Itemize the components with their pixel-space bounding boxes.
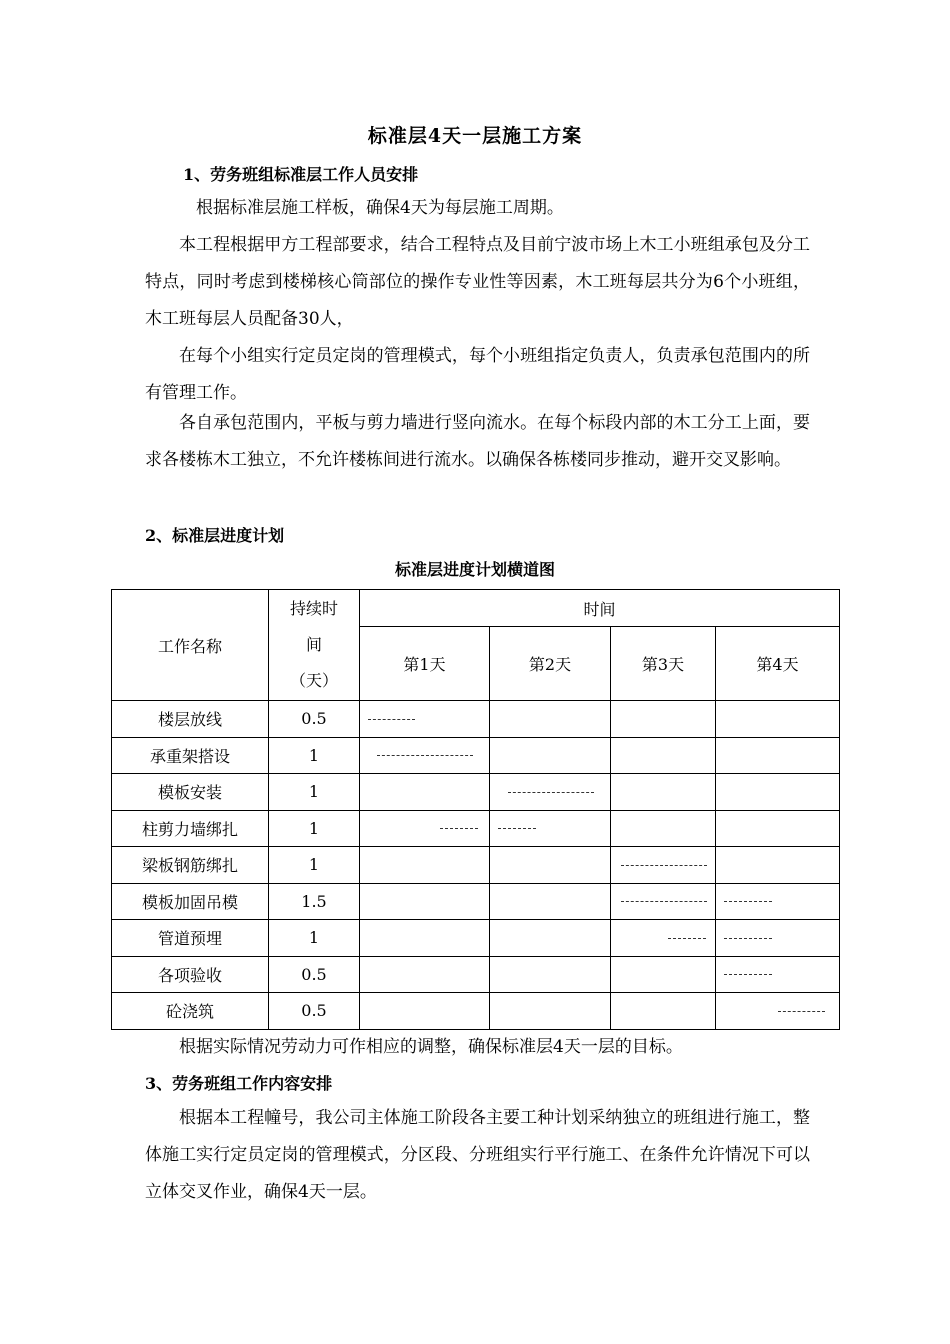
- header-duration: [269, 590, 360, 701]
- header-day-2: 第2天: [490, 627, 611, 701]
- section2-heading: 2、标准层进度计划: [145, 526, 285, 545]
- section1-paragraph-2: 本工程根据甲方工程部要求，结合工程特点及目前宁波市场上木工小班组承包及分工特点，同时考虑到楼梯核心筒部位的操作专业性等因素，木工班每层共分为6个小班组，木工班每层人员配备30人，: [145, 235, 810, 329]
- table-row: [112, 847, 840, 884]
- table-row: [112, 701, 840, 738]
- task-duration: 1: [269, 920, 360, 957]
- header-day-1: 第1天: [360, 627, 490, 701]
- task-name: 砼浇筑: [112, 993, 269, 1030]
- task-name: 管道预埋: [112, 920, 269, 957]
- gantt-bar: [724, 974, 772, 975]
- table-row: [112, 920, 840, 957]
- task-name: 承重架搭设: [112, 737, 269, 774]
- section1-paragraph-4: 各自承包范围内，平板与剪力墙进行竖向流水。在每个标段内部的木工分工上面，要求各楼栋木工独立，不允许楼栋间进行流水。以确保各栋楼同步推动，避开交叉影响。: [145, 413, 810, 470]
- table-row: [112, 883, 840, 920]
- task-duration: 0.5: [269, 701, 360, 738]
- section1-heading: 1、劳务班组标准层工作人员安排: [183, 165, 419, 184]
- header-duration-line1: 持续时: [289, 599, 338, 618]
- gantt-bar: [377, 755, 473, 756]
- task-name: 各项验收: [112, 956, 269, 993]
- task-duration: 0.5: [269, 956, 360, 993]
- gantt-bar: [668, 938, 706, 939]
- task-name: 梁板钢筋绑扎: [112, 847, 269, 884]
- table-row: [112, 993, 840, 1030]
- task-duration: 1: [269, 847, 360, 884]
- gantt-bar: [778, 1011, 825, 1012]
- task-duration: 1: [269, 737, 360, 774]
- task-duration: 1: [269, 810, 360, 847]
- header-work-name: 工作名称: [112, 590, 269, 701]
- table-row: [112, 737, 840, 774]
- section3-paragraph-1: 根据本工程幢号，我公司主体施工阶段各主要工种计划采纳独立的班组进行施工，整体施工实行定员定岗的管理模式，分区段、分班组实行平行施工、在条件允许情况下可以立体交叉作业，确保4天一层。: [145, 1108, 810, 1202]
- task-duration: 0.5: [269, 993, 360, 1030]
- task-duration: 1.5: [269, 883, 360, 920]
- table-row: [112, 956, 840, 993]
- gantt-bar: [498, 828, 536, 829]
- table-note: 根据实际情况劳动力可作相应的调整，确保标准层4天一层的目标。: [179, 1037, 683, 1057]
- header-duration-line3: （天）: [289, 671, 338, 690]
- table-caption: 标准层进度计划横道图: [394, 560, 555, 579]
- gantt-bar: [724, 901, 772, 902]
- header-time: 时间: [360, 590, 840, 627]
- gantt-bar: [508, 792, 594, 793]
- schedule-table: [111, 589, 840, 1030]
- task-name: 模板安装: [112, 774, 269, 811]
- header-duration-line2: 间: [305, 635, 322, 654]
- task-name: 楼层放线: [112, 701, 269, 738]
- table-row: [112, 810, 840, 847]
- task-name: 柱剪力墙绑扎: [112, 810, 269, 847]
- section1-paragraph-3: 在每个小组实行定员定岗的管理模式，每个小班组指定负责人，负责承包范围内的所有管理工作。: [145, 346, 810, 403]
- gantt-bar: [621, 865, 707, 866]
- section1-paragraph-1: 根据标准层施工样板，确保4天为每层施工周期。: [196, 198, 564, 218]
- section3-heading: 3、劳务班组工作内容安排: [145, 1074, 333, 1093]
- gantt-bar: [368, 719, 415, 720]
- table-row: [112, 774, 840, 811]
- task-name: 模板加固吊模: [112, 883, 269, 920]
- gantt-bar: [621, 901, 707, 902]
- header-day-3: 第3天: [611, 627, 716, 701]
- gantt-bar: [440, 828, 478, 829]
- task-duration: 1: [269, 774, 360, 811]
- page-title: 标准层4天一层施工方案: [367, 125, 583, 147]
- gantt-bar: [724, 938, 772, 939]
- header-day-4: 第4天: [716, 627, 840, 701]
